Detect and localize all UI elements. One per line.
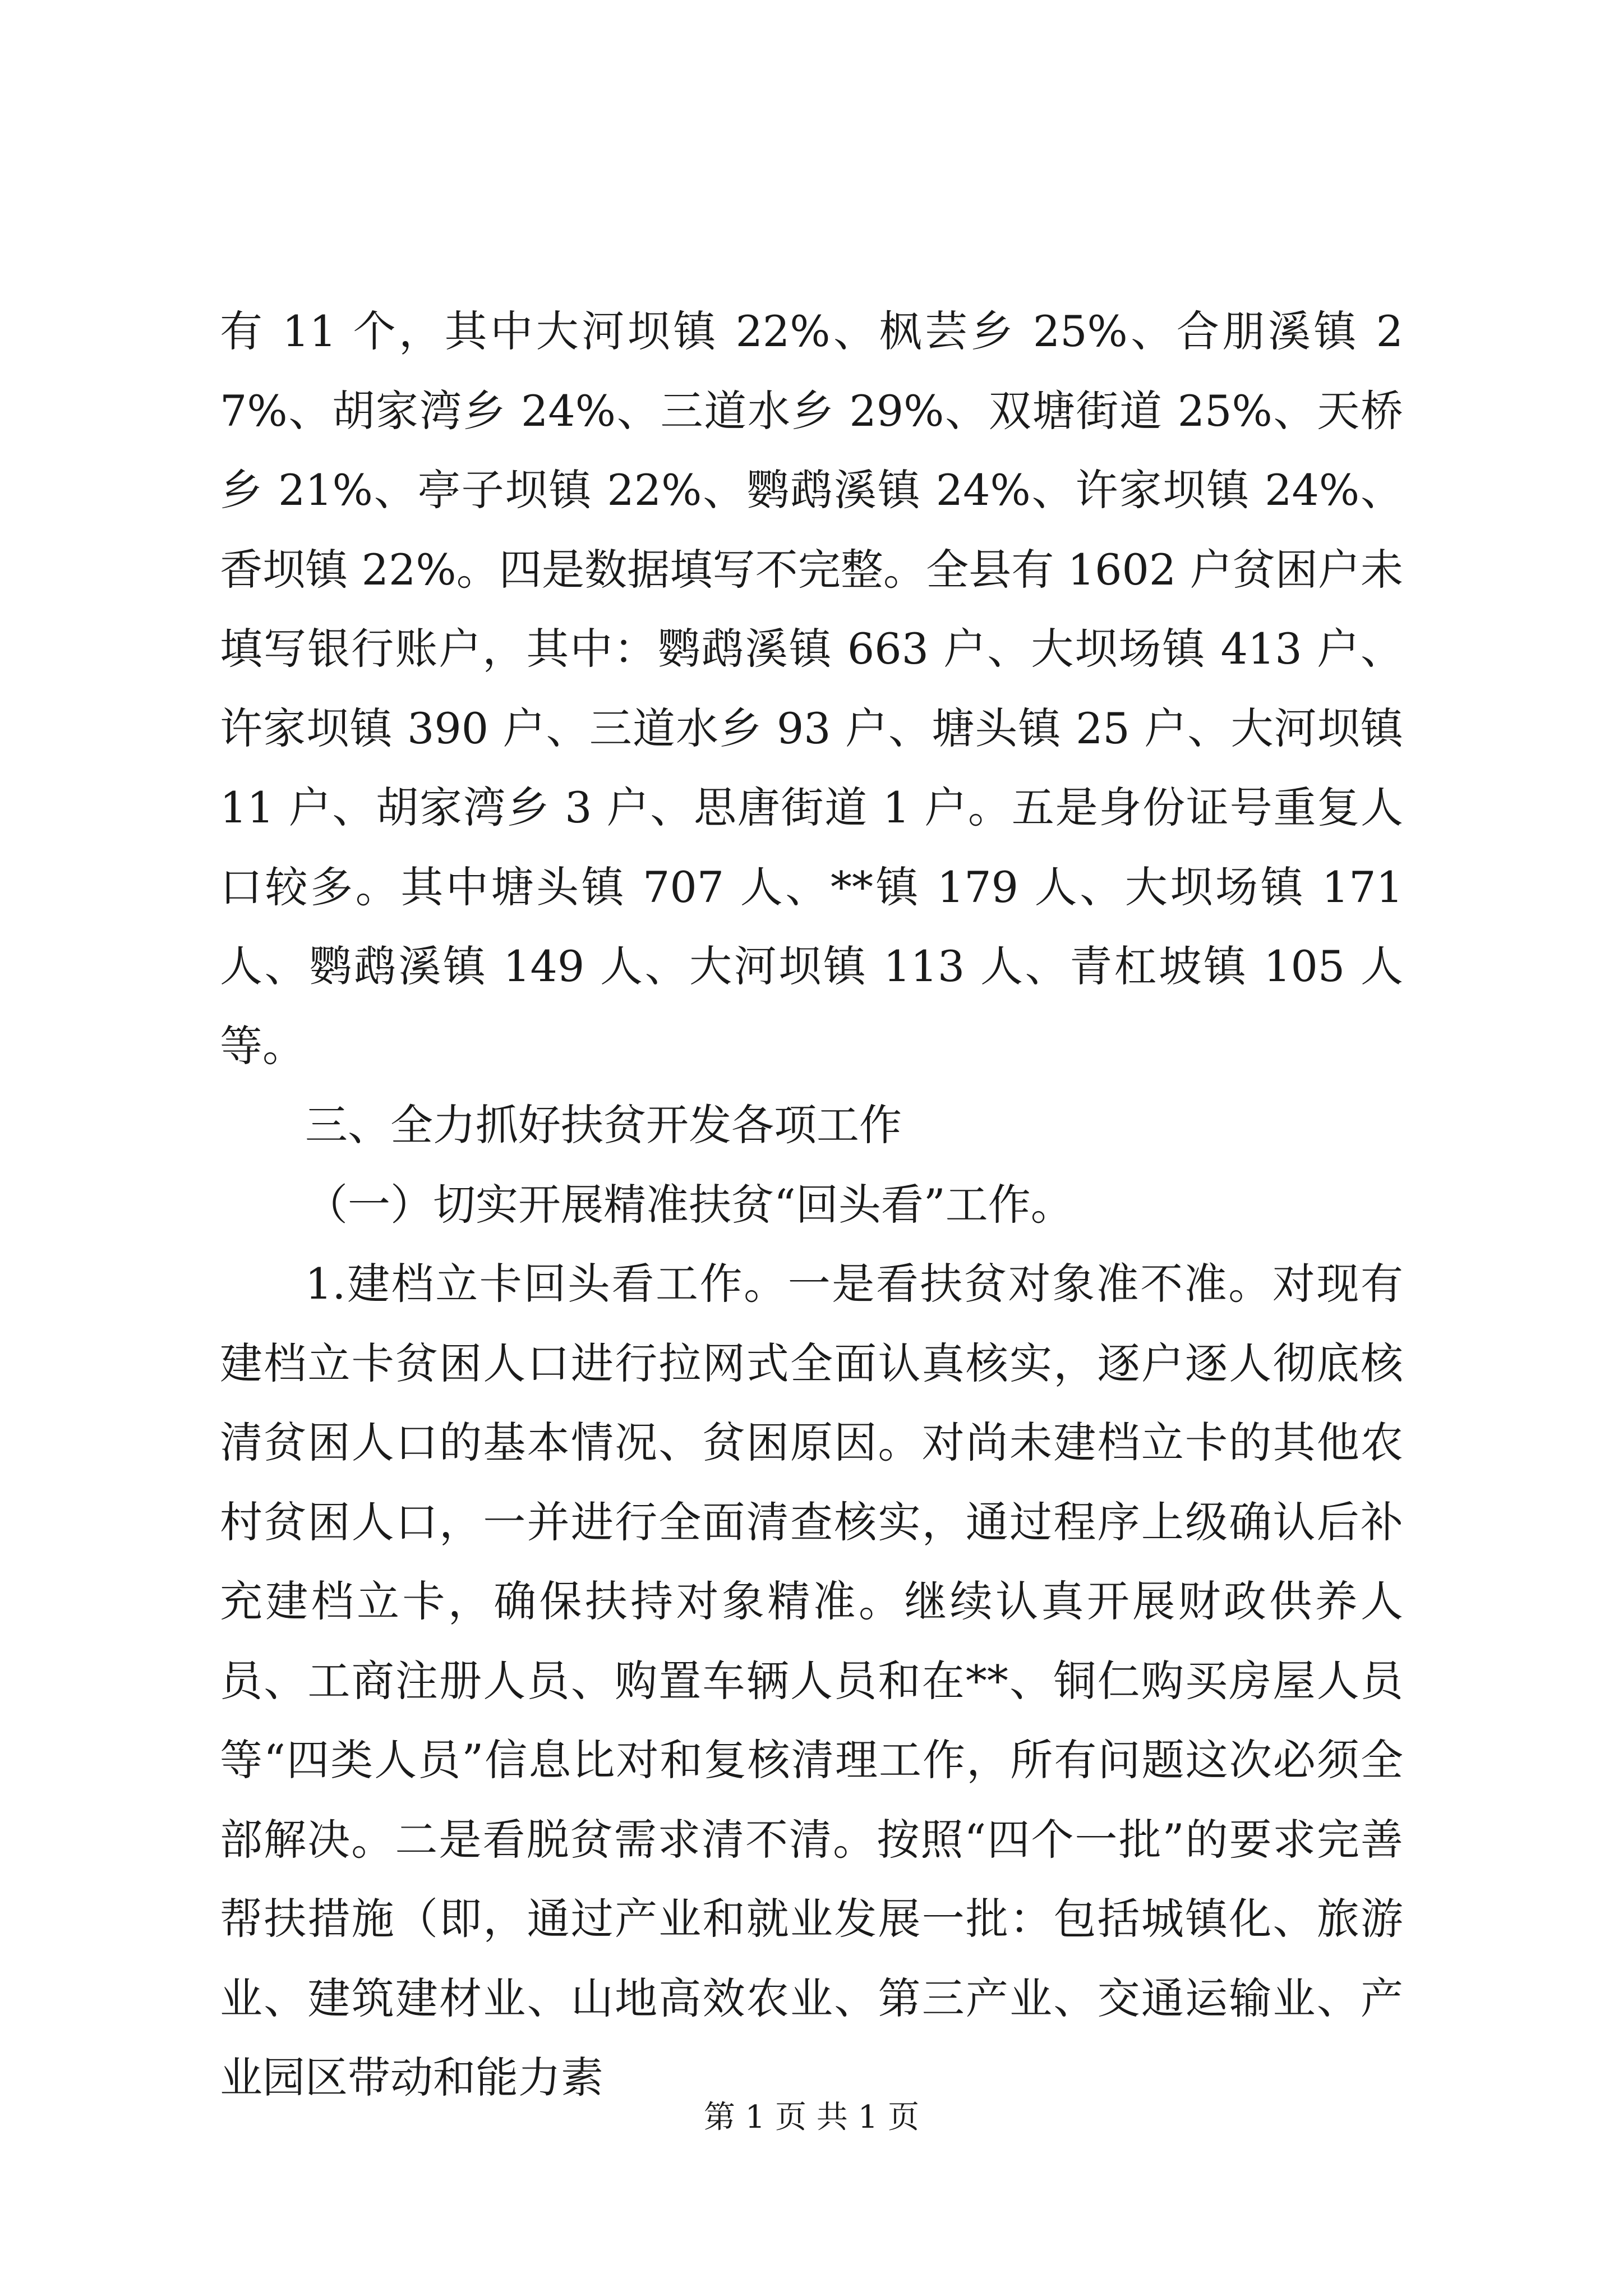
paragraph-statistics: 有 11 个，其中大河坝镇 22%、枫芸乡 25%、合朋溪镇 27%、胡家湾乡 24%、三道水乡 29%、双塘街道 25%、天桥乡 21%、亭子坝镇 22%、鹦鹉溪镇 24%、许家坝镇 24%、香坝镇 22%。四是数据填写不完整。全县有 1602 户贫困户未填写银行账户，其中：鹦鹉溪镇 663 户、大坝场镇 413 户、许家坝镇 390 户、三道水乡 93 户、塘头镇 25 户、大河坝镇 11 户、胡家湾乡 3 户、思唐街道 1 户。五是身份证号重复人口较多。其中塘头镇 707 人、**镇 179 人、大坝场镇 171 人、鹦鹉溪镇 149 人、大河坝镇 113 人、青杠坡镇 105 人等。	[220, 306, 1403, 1071]
paragraph-archive-review: 1.建档立卡回头看工作。一是看扶贫对象准不准。对现有建档立卡贫困人口进行拉网式全面认真核实，逐户逐人彻底核清贫困人口的基本情况、贫困原因。对尚未建档立卡的其他农村贫困人口，一并进行全面清查核实，通过程序上级确认后补充建档立卡，确保扶持对象精准。继续认真开展财政供养人员、工商注册人员、购置车辆人员和在**、铜仁购买房屋人员等“四类人员”信息比对和复核清理工作，所有问题这次必须全部解决。二是看脱贫需求清不清。按照“四个一批”的要求完善帮扶措施（即，通过产业和就业发展一批：包括城镇化、旅游业、建筑建材业、山地高效农业、第三产业、交通运输业、产业园区带动和能力素	[220, 1259, 1403, 2102]
section-heading-three: 三、全力抓好扶贫开发各项工作	[305, 1100, 902, 1150]
document-body	[220, 292, 1403, 2118]
page-footer: 第 1 页 共 1 页	[703, 2099, 920, 2136]
subsection-heading-one: （一）切实开展精准扶贫“回头看”工作。	[305, 1179, 1073, 1230]
